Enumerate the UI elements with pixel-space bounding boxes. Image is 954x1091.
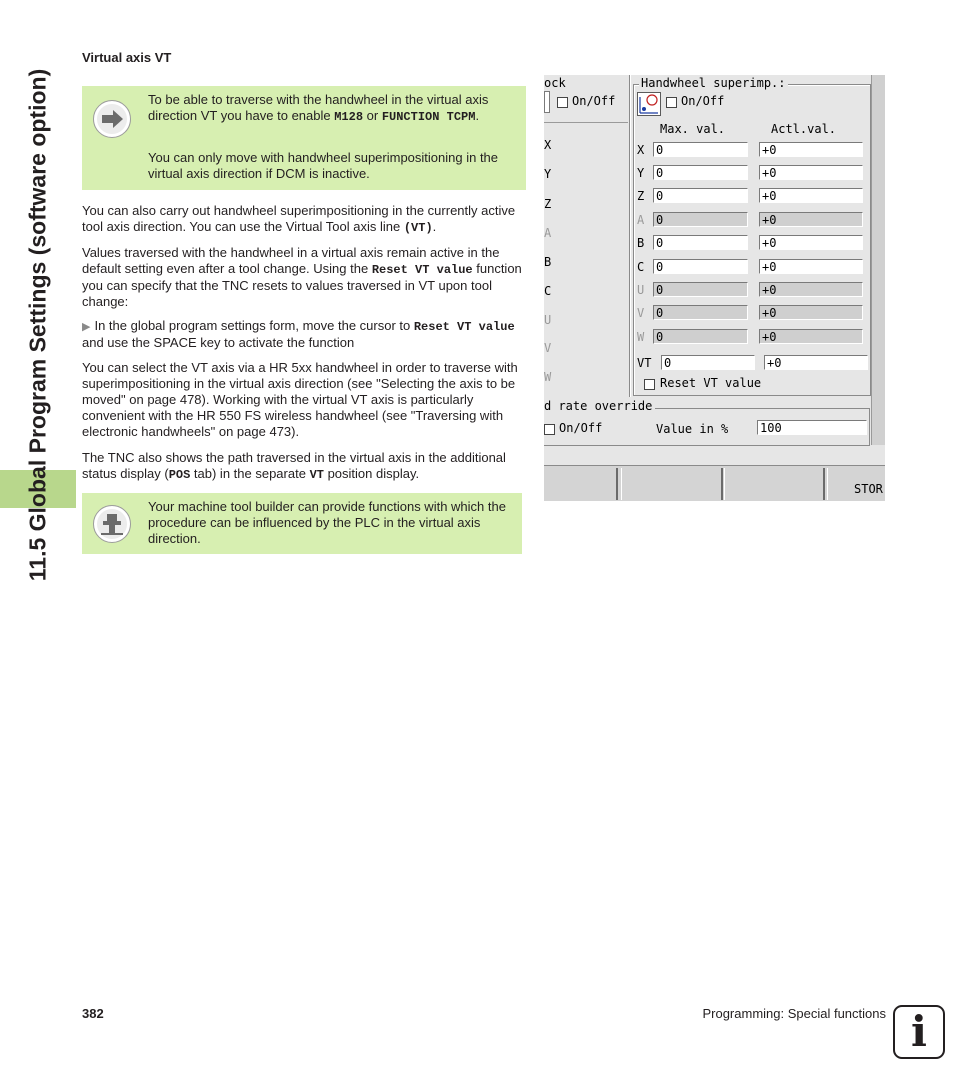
body-text: and use the SPACE key to activate the function: [82, 335, 355, 350]
footer-chapter: Programming: Special functions: [702, 1006, 886, 1021]
actl-val-field: +0: [759, 305, 863, 320]
softkey-label: STOR: [854, 482, 883, 496]
actl-val-field[interactable]: +0: [759, 259, 863, 274]
body-paragraph: You can select the VT axis via a HR 5xx handwheel in order to traverse with superimpositioning in the virtual axis direction (see "Selecting the axis to be moved" on page 478). Working with the virtual VT axis is particularly convenient with the HR 550 FS wireless handwheel (see "Traversing with electronic handwheels" on page 473).: [82, 360, 518, 439]
step-arrow-icon: ▶: [82, 321, 91, 333]
note-text: To be able to traverse with the handwheel in the virtual axis direction VT you have to enable: [148, 92, 489, 123]
clipped-icon: [544, 91, 550, 113]
scrollbar[interactable]: [871, 75, 885, 445]
body-text: You can also carry out handwheel superimpositioning in the currently active tool axis direction. You can use the Virtual Tool axis line: [82, 203, 516, 234]
body-paragraph: [82, 203, 524, 236]
softkey-store-button[interactable]: [827, 468, 885, 500]
actl-val-field[interactable]: +0: [759, 235, 863, 250]
instruction-step: [82, 318, 524, 351]
softkey-button[interactable]: [621, 468, 723, 500]
body-text: The TNC also shows the path traversed in the virtual axis in the additional status display (: [82, 450, 506, 481]
actl-val-field[interactable]: +0: [759, 142, 863, 157]
axis-label: Z: [544, 197, 552, 211]
row-axis-label: A: [637, 213, 645, 227]
checkbox-feed-onoff[interactable]: [544, 424, 555, 435]
onoff-label: On/Off: [681, 94, 725, 108]
column-header-actl: Actl.val.: [771, 122, 837, 136]
note-box: [82, 86, 526, 190]
divider: [544, 122, 628, 123]
axis-label: V: [544, 341, 552, 355]
row-axis-label: Z: [637, 189, 645, 203]
code-vt: (VT): [403, 221, 433, 235]
vt-axis-label: VT: [637, 356, 652, 370]
actl-val-field[interactable]: +0: [759, 165, 863, 180]
vt-actl-field[interactable]: +0: [764, 355, 868, 370]
row-axis-label: W: [637, 330, 645, 344]
checkbox-handwheel-onoff[interactable]: [666, 97, 677, 108]
row-axis-label: C: [637, 260, 645, 274]
value-percent-label: Value in %: [656, 422, 729, 436]
machine-tool-builder-icon: [93, 505, 131, 543]
value-percent-field[interactable]: 100: [757, 420, 867, 435]
code-vt: VT: [309, 468, 324, 482]
max-val-field: 0: [653, 305, 748, 320]
axis-label: Y: [544, 167, 552, 181]
group-title: Handwheel superimp.:: [641, 76, 786, 90]
max-val-field[interactable]: 0: [653, 259, 748, 274]
axis-label: W: [544, 370, 552, 384]
tnc-screen: [544, 75, 885, 501]
body-paragraph: [82, 450, 524, 483]
actl-val-field: +0: [759, 329, 863, 344]
row-axis-label: U: [637, 283, 645, 297]
body-text: position display.: [323, 466, 420, 481]
max-val-field[interactable]: 0: [653, 142, 748, 157]
axis-label: U: [544, 313, 552, 327]
divider: [630, 75, 631, 397]
max-val-field[interactable]: 0: [653, 235, 748, 250]
checkbox-reset-vt-value[interactable]: [644, 379, 655, 390]
softkey-button[interactable]: [724, 468, 825, 500]
reset-vt-label: Reset VT value: [660, 376, 762, 390]
max-val-field: 0: [653, 212, 748, 227]
actl-val-field[interactable]: +0: [759, 188, 863, 203]
panel-header-clipped: ock: [544, 76, 566, 90]
feed-override-title: d rate override: [544, 399, 655, 413]
note-paragraph: [148, 92, 518, 125]
max-val-field[interactable]: 0: [653, 165, 748, 180]
softkey-button[interactable]: [544, 468, 618, 500]
max-val-field: 0: [653, 282, 748, 297]
body-text: Values traversed with the handwheel in a virtual axis remain active in the default setting even after a tool change. Using the: [82, 245, 500, 276]
arrow-right-icon: [93, 100, 131, 138]
code-reset-vt-value: Reset VT value: [371, 263, 473, 277]
code-reset-vt-value: Reset VT value: [413, 320, 515, 334]
row-axis-label: X: [637, 143, 645, 157]
note-paragraph: You can only move with handwheel superimpositioning in the virtual axis direction if DCM is inactive.: [148, 150, 499, 181]
axis-label: A: [544, 226, 552, 240]
code-m128: M128: [334, 110, 364, 124]
axis-label: B: [544, 255, 552, 269]
chapter-title-text: 11.5 Global Program Settings (software option): [24, 68, 51, 582]
column-header-max: Max. val.: [660, 122, 726, 136]
body-paragraph: [82, 245, 524, 310]
row-axis-label: Y: [637, 166, 645, 180]
onoff-label: On/Off: [559, 421, 603, 435]
section-heading: Virtual axis VT: [82, 50, 172, 65]
page-number: 382: [82, 1006, 104, 1021]
body-text: tab) in the separate: [190, 466, 310, 481]
checkbox-left-onoff[interactable]: [557, 97, 568, 108]
axis-label: X: [544, 138, 552, 152]
handwheel-icon: [637, 92, 661, 116]
info-icon: i: [893, 1005, 945, 1059]
code-function-tcpm: FUNCTION TCPM: [381, 110, 476, 124]
row-axis-label: B: [637, 236, 645, 250]
chapter-side-title: [18, 20, 58, 630]
max-val-field[interactable]: 0: [653, 188, 748, 203]
code-pos: POS: [168, 468, 191, 482]
note-text: .: [475, 108, 480, 123]
vt-max-field[interactable]: 0: [661, 355, 755, 370]
note-text: or: [363, 108, 382, 123]
axis-label: C: [544, 284, 552, 298]
body-text: function you can specify that the TNC resets to values traversed in VT upon tool change:: [82, 261, 522, 309]
max-val-field: 0: [653, 329, 748, 344]
body-text: In the global program settings form, move the cursor to: [94, 318, 414, 333]
onoff-label: On/Off: [572, 94, 616, 108]
note-paragraph: Your machine tool builder can provide functions with which the procedure can be influenced by the PLC in the virtual axis direction.: [148, 499, 506, 546]
actl-val-field: +0: [759, 212, 863, 227]
body-text: .: [432, 219, 437, 234]
note-box: [82, 493, 522, 554]
actl-val-field: +0: [759, 282, 863, 297]
row-axis-label: V: [637, 306, 645, 320]
